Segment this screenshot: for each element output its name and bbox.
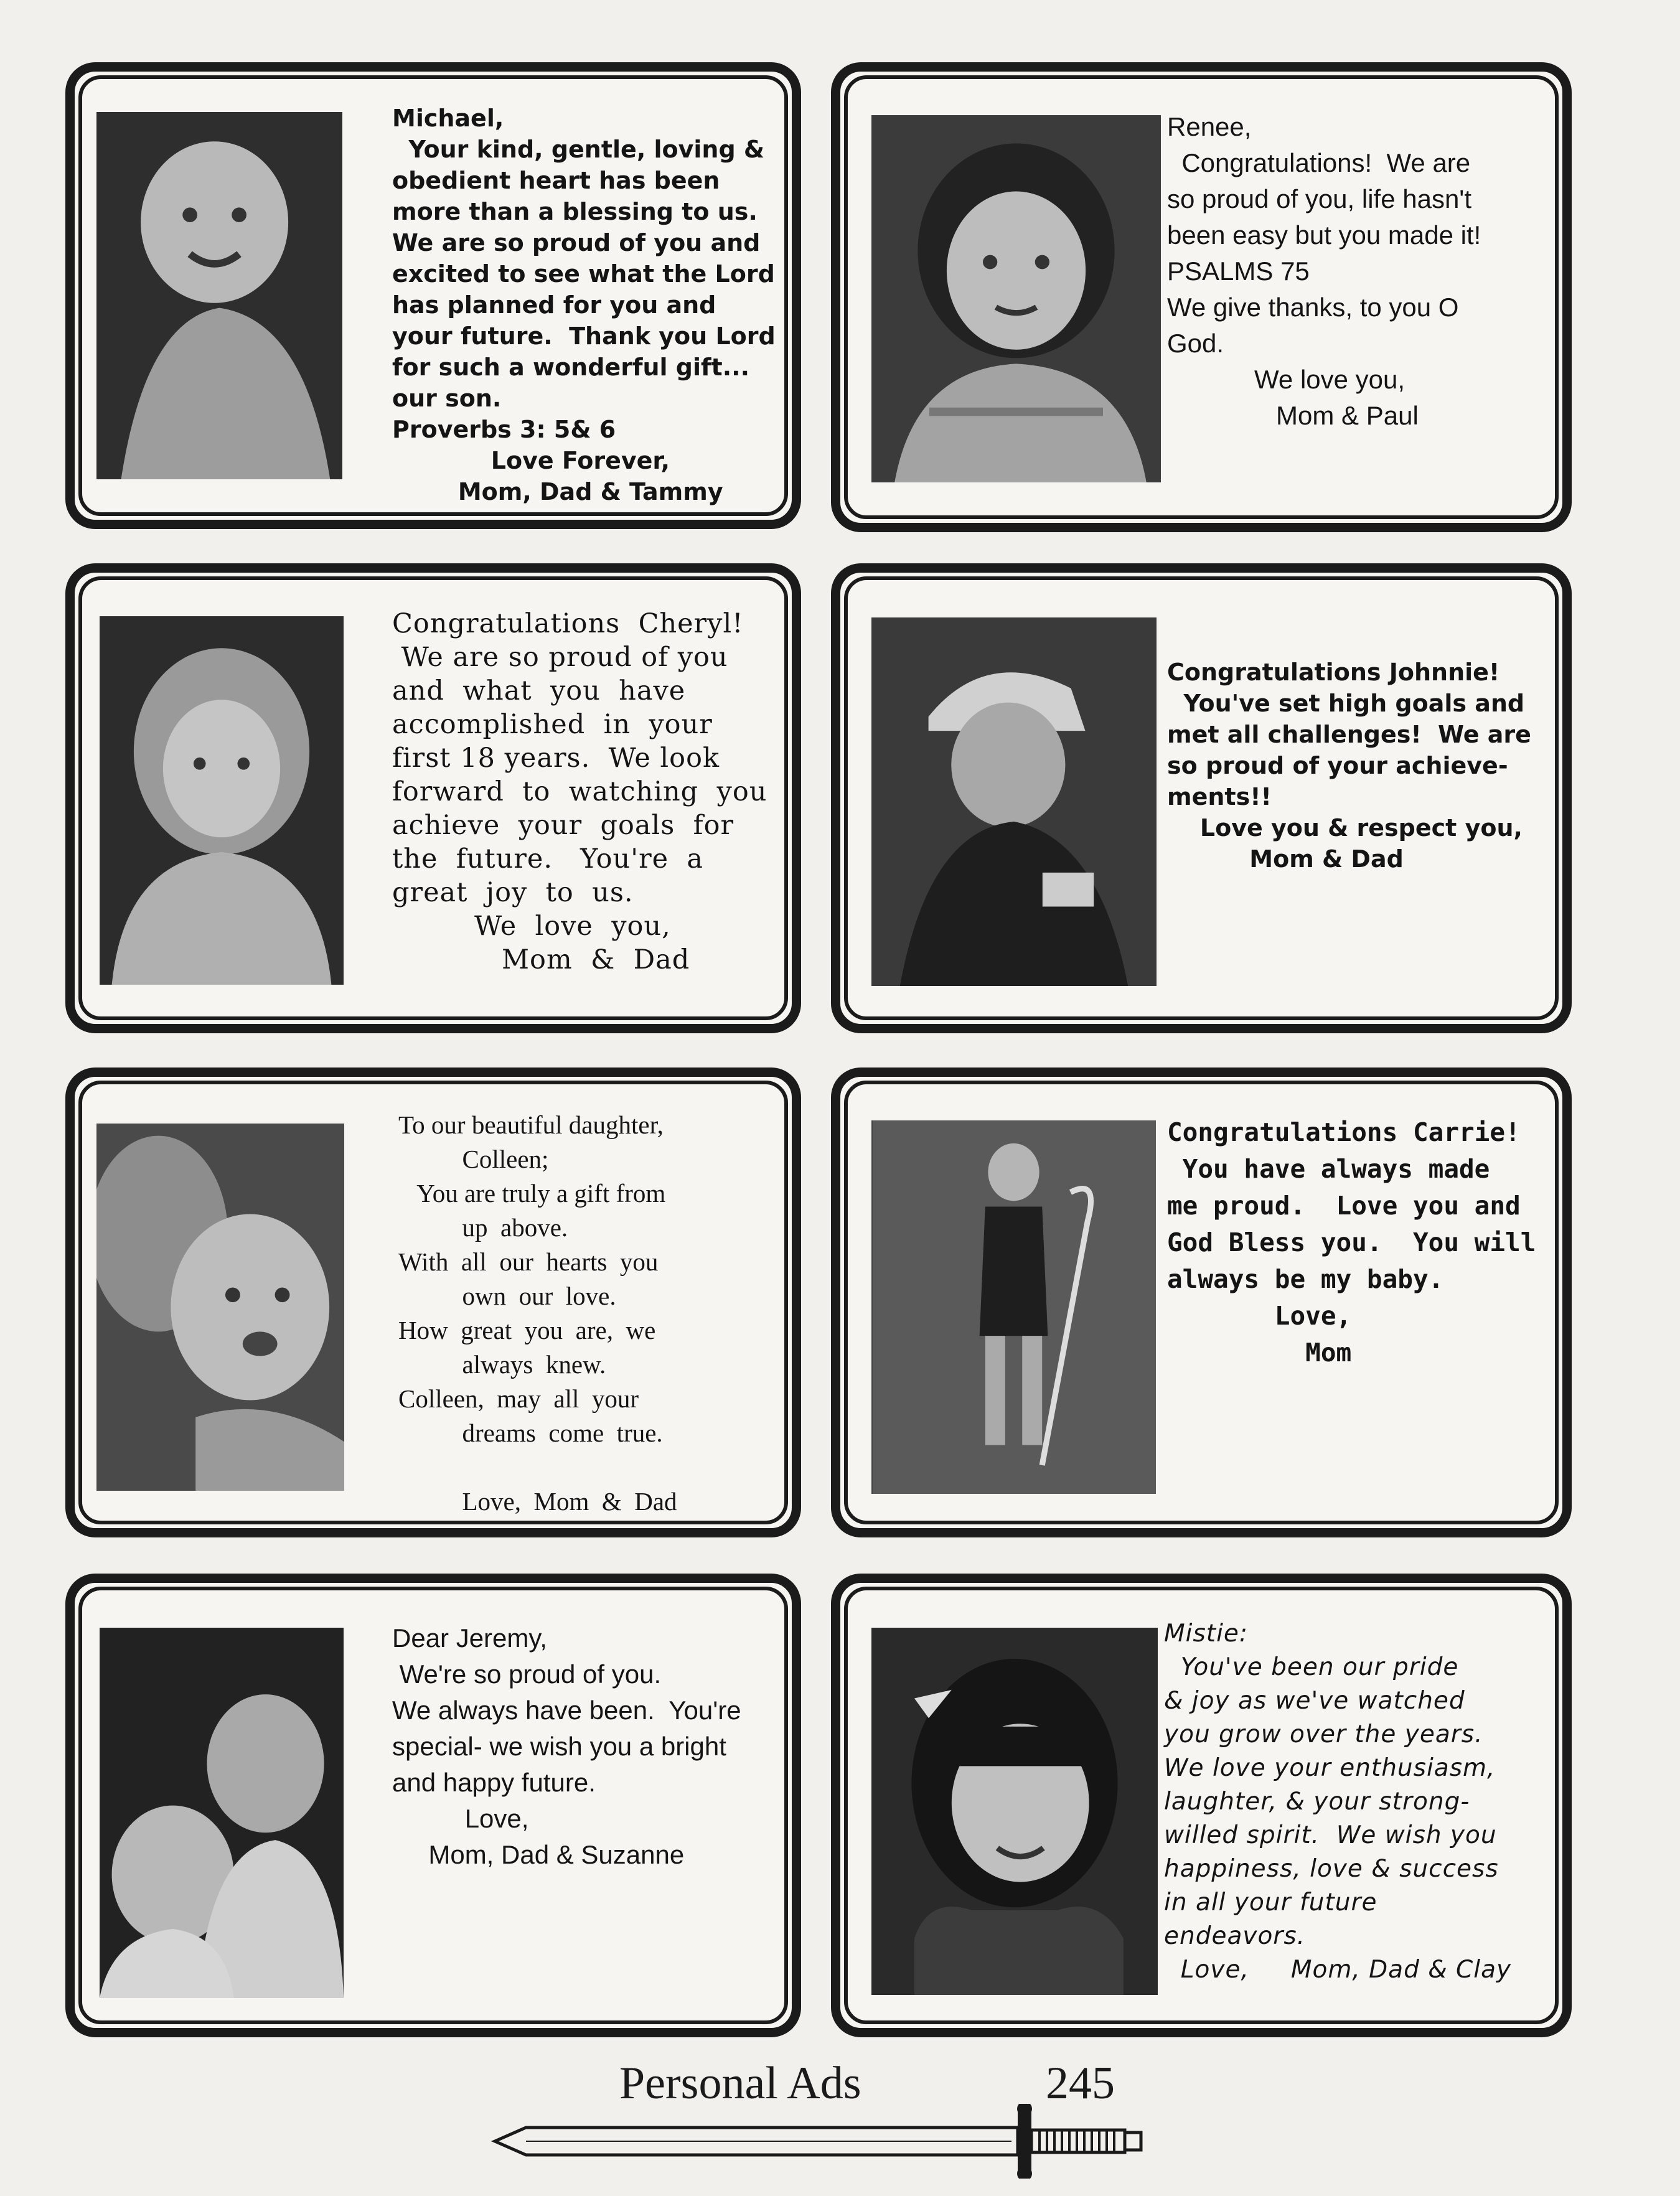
personal-ad-johnnie	[831, 563, 1572, 1033]
photo-johnnie	[871, 617, 1157, 986]
ad-message: To our beautiful daughter, Colleen; You are truly a gift from up above. With all our hearts you own our love. How great you are, we always knew. Colleen, may all your dreams come true. Love, Mom & Dad	[398, 1110, 677, 1516]
photo-jeremy	[100, 1628, 344, 1998]
photo-michael	[96, 112, 342, 479]
personal-ad-michael	[65, 62, 801, 529]
ad-message: Congratulations Johnnie! You've set high goals and met all challenges! We are so proud of your achieve- ments!! Love you & respect you, Mom & Dad	[1167, 659, 1531, 873]
personal-ad-renee	[831, 62, 1572, 532]
ad-message: Michael, Your kind, gentle, loving & obedient heart has been more than a blessing to us. We are so proud of you and excited to see what the Lord has planned for you and your future. Thank you Lord for such a wonderful gift... our son. Proverbs 3: 5& 6 Love Forever, Mom, Dad & Tammy	[392, 105, 776, 505]
page-number: 245	[1046, 2058, 1115, 2109]
photo-carrie	[871, 1120, 1156, 1494]
personal-ad-carrie	[831, 1068, 1572, 1537]
photo-colleen	[96, 1124, 344, 1491]
photo-renee	[871, 115, 1161, 482]
personal-ad-jeremy	[65, 1574, 801, 2037]
ad-message: Congratulations Carrie! You have always made me proud. Love you and God Bless you. You will always be my baby. Love, Mom	[1167, 1117, 1536, 1368]
ad-message: Mistie: You've been our pride & joy as we've watched you grow over the years. We love your enthusiasm, laughter, & your strong- willed spirit. We wish you happiness, love & success in all your future endeavors. Love, Mom, Dad & Clay	[1164, 1620, 1512, 1984]
sword-icon	[489, 2104, 1148, 2179]
ad-message: Renee, Congratulations! We are so proud of you, life hasn't been easy but you made it! PSALMS 75 We give thanks, to you O God. We love you, Mom & Paul	[1167, 112, 1481, 430]
personal-ad-colleen	[65, 1068, 801, 1537]
ad-message: Congratulations Cheryl! We are so proud of you and what you have accomplished in your first 18 years. We look forward to watching you achieve your goals for the future. You're a great joy to us. We love you, Mom & Dad	[392, 608, 767, 975]
personal-ad-mistie	[831, 1574, 1572, 2037]
photo-cheryl	[100, 616, 344, 985]
ad-message: Dear Jeremy, We're so proud of you. We always have been. You're special- we wish you a bright and happy future. Love, Mom, Dad & Suzanne	[392, 1623, 741, 1869]
personal-ad-cheryl	[65, 563, 801, 1033]
photo-mistie	[871, 1628, 1158, 1995]
section-title: Personal Ads	[619, 2058, 861, 2109]
